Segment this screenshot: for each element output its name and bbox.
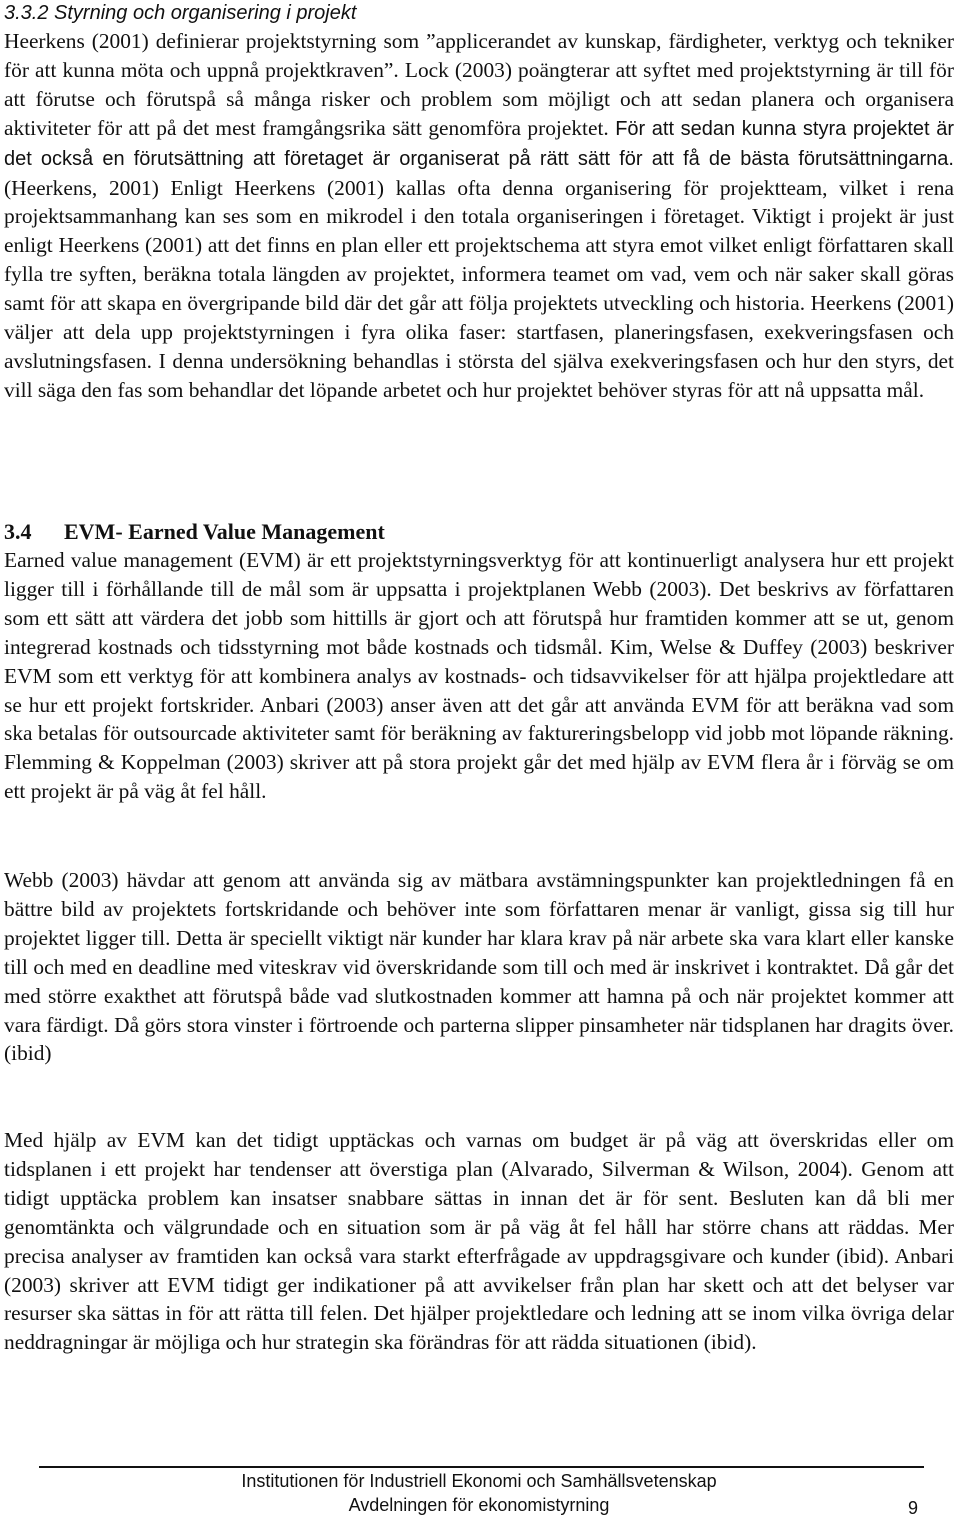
footer-divider xyxy=(39,1466,924,1468)
document-page xyxy=(4,0,954,1517)
section-3-3-2-paragraph xyxy=(4,27,954,405)
section-heading-3-3-2: 3.3.2 Styrning och organisering i projekt xyxy=(4,2,357,24)
footer-institution: Institutionen för Industriell Ekonomi och Samhällsvetenskap xyxy=(241,1471,717,1491)
footer-department: Avdelningen för ekonomistyrning xyxy=(348,1495,610,1515)
paragraph-text-part-3: (Heerkens, 2001) Enligt Heerkens (2001) kallas ofta denna organisering för projektteam, vilket i rena projektsammanhang kan ses som en mikrodel i den totala organiseringen i företaget. Viktigt i projekt är just enligt Heerkens (2001) att det finns en plan eller ett projektschema att styra emot vilket enligt författaren skall fylla tre syften, beräkna totala längden av projektet, informera teamet om vad, vem och när saker skall göras samt för att skapa en övergripande bild där det går att följa projektets utveckling och historia. Heerkens (2001) väljer att dela upp projektstyrningen i fyra olika faser: startfasen, planeringsfasen, exekveringsfasen och avslutningsfasen. I denna undersökning behandlas i största del själva exekveringsfasen och hur den styrs, det vill säga den fas som behandlar det löpande arbetet och hur projektet behöver styras för att nå uppsatta mål. xyxy=(4,175,954,402)
evm-paragraph-2: Webb (2003) hävdar att genom att använda sig av mätbara avstämningspunkter kan projektledningen få en bättre bild av projektets fortskridande och behöver inte som författaren menar är vanligt, gissa sig till hur projektet ligger till. Detta är speciellt viktigt när kunder har klara krav på när arbete ska vara klart eller kanske till och med en deadline med viteskrav vid överskridande som till och med är inskrivet i kontraktet. Då går det med större exakthet att förutspå både vad slutkostnaden kommer att hamna på och när projektet kommer att vara färdigt. Då görs stora vinster i förtroende och parterna slipper pinsamheter när tidsplanen har dragits över. (ibid) xyxy=(4,868,954,1066)
paragraph-text-part-1: Heerkens (2001) definierar projektstyrning som ”applicerandet av kunskap, färdigheter, verktyg och tekniker för att kunna möta och uppnå projektkraven”. Lock (2003) poängterar att syftet med projektstyrning är till för att förutse och förutspå så många risker och problem som möjligt och att sedan planera och organisera aktiviteter för att på det mest framgångsrika sätt genomföra projektet. xyxy=(4,29,954,140)
evm-paragraph-3: Med hjälp av EVM kan det tidigt upptäckas och varnas om budget är på väg att överskridas eller om tidsplanen i ett projekt har tendenser att överstiga plan (Alvarado, Silverman & Wilson, 2004). Genom att tidigt upptäcka problem kan insatser snabbare sättas in innan det är för sent. Besluten kan då bli mer genomtänkta och välgrundade och en situation som är på väg åt fel håll har större chans att räddas. Mer precisa analyser av framtiden kan också vara starkt efterfrågade av uppdragsgivare och kunder (ibid). Anbari (2003) skriver att EVM tidigt ger indikationer på att avvikelser från plan har skett och att det belyser var resurser ska sättas in för att rätta till felen. Det hjälper projektledare och ledning att se inom vilka övriga delar neddragningar är möjliga och hur strategin ska förändras för att rädda situationen (ibid). xyxy=(4,1128,954,1355)
section-title: EVM- Earned Value Management xyxy=(64,519,385,544)
evm-paragraph-1: Earned value management (EVM) är ett projektstyrningsverktyg för att kontinuerligt analysera hur ett projekt ligger till i förhållande till de mål som är uppsatta i projektplanen Webb (2003). Det beskrivs av författaren som ett sätt att värdera det jobb som hittills är gjort och att förutspå hur framtiden kommer att se ut, genom integrerad kostnads och tidsstyrning mot både kostnads och tidsmål. Kim, Welse & Duffey (2003) beskriver EVM som ett verktyg för att kombinera analys av kostnads- och tidsavvikelser för att hjälpa projektledare att se hur ett projekt fortskrider. Anbari (2003) anser även att det går att använda EVM för att beräkna vad som ska betalas för outsourcade aktiviteter samt för beräkning av faktureringsbelopp vid jobb mot löpande räkning. Flemming & Koppelman (2003) skriver att på stora projekt går det med hjälp av EVM flera år i förväg se om ett projekt är på väg åt fel håll. xyxy=(4,548,954,804)
section-heading-3-4 xyxy=(4,518,385,546)
paragraph-text-part-2: För att sedan kunna styra projektet är det också en förutsättning att företaget är organiserat på rätt sätt för att få de bästa förutsättningarna. xyxy=(4,117,954,170)
section-number: 3.4 xyxy=(4,519,32,544)
page-number: 9 xyxy=(908,1498,919,1518)
